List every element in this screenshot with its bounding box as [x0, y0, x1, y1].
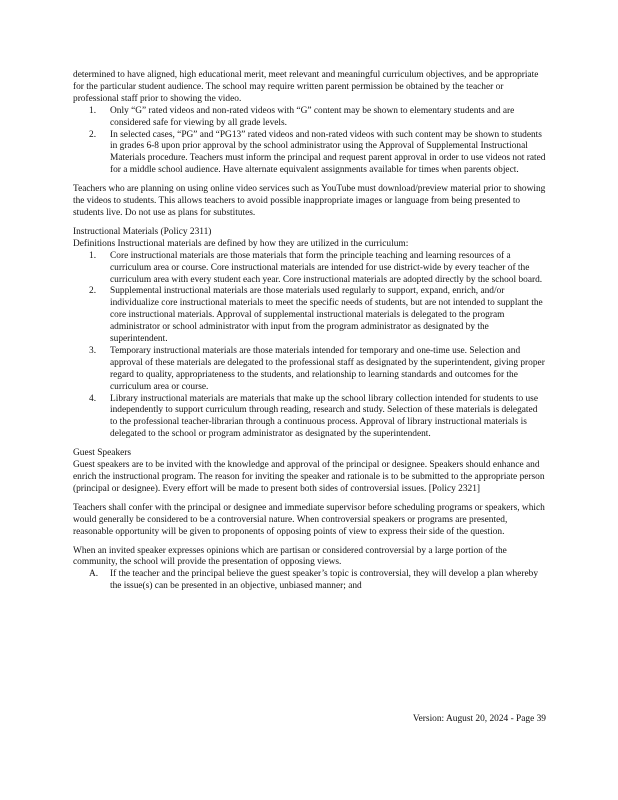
list-number: 2.	[89, 129, 97, 140]
list-item	[73, 346, 546, 394]
instructional-materials-heading: Instructional Materials (Policy 2311)	[73, 226, 212, 237]
list-text: Only “G” rated videos and non-rated videos with “G” content may be shown to elementary students and are considered safe for viewing by all grade levels.	[110, 105, 515, 128]
guest-speaker-list	[73, 569, 546, 593]
guest-paragraph-3: When an invited speaker expresses opinions which are partisan or considered controversial by a large portion of the community, the school will provide the presentation of opposing views.	[73, 545, 507, 568]
list-item	[73, 569, 546, 593]
guest-speakers-heading: Guest Speakers	[73, 448, 132, 459]
list-item	[73, 106, 546, 130]
video-rating-list	[73, 106, 546, 177]
list-text: Library instructional materials are materials that make up the school library collection intended for students to use independently to support curriculum through reading, research and study. Selection of these materials is delegated to the professional teacher-librarian through a continuous process. Approval of library instructional materials is delegated to the school or program administrator as designated by the superintendent.	[110, 393, 538, 440]
list-text: In selected cases, “PG” and “PG13” rated videos and non-rated videos with such content may be shown to students in grades 6-8 upon prior approval by the school administrator using the Approval of Supplemental Instructional Materials procedure. Teachers must inform the principal and request parent approval in order to use videos not rated for a middle school audience. Have alternate equivalent assignments available for times when parents object.	[110, 129, 546, 176]
online-video-paragraph: Teachers who are planning on using online video services such as YouTube must download/preview material prior to showing the videos to students. This allows teachers to avoid possible inappropriate images or language from being presented to students live. Do not use as plans for substitutes.	[73, 184, 546, 218]
guest-paragraph-1: Guest speakers are to be invited with the knowledge and approval of the principal or designee. Speakers should enhance and enrich the instructional program. The reason for inviting the speaker and rationale is to be submitted to the appropriate person (principal or designee). Every effort will be made to present both sides of controversial issues. [Policy 2321]	[73, 460, 545, 494]
guest-paragraph-2: Teachers shall confer with the principal or designee and immediate supervisor before scheduling programs or speakers, which would generally be considered to be a controversial nature. When controversial speakers or programs are presented, reasonable opportunity will be given to proponents of opposing points of view to express their side of the question.	[73, 502, 545, 537]
page-footer: Version: August 20, 2024 - Page 39	[412, 714, 546, 724]
list-text: Core instructional materials are those materials that form the principle teaching and learning resources of a curriculum area or course. Core instructional materials are intended for use district-wide by every teacher of the curriculum area with every student each year. Core instructional materials are adopted directly by the school board.	[110, 250, 543, 285]
list-text: Supplemental instructional materials are those materials used regularly to support, expand, enrich, and/or individualize core instructional materials to meet the specific needs of students, but are not intended to supplant the core instructional materials. Approval of supplemental instructional materials is delegated to the program administrator or school administrator with input from the program administrator as designated by the superintendent.	[110, 286, 543, 345]
list-text: Temporary instructional materials are those materials intended for temporary and one-time use. Selection and approval of these materials are delegated to the professional staff as designated by the superintendent, giving proper regard to quality, appropriateness to the students, and relationship to learning standards and outcomes for the curriculum area or course.	[110, 345, 545, 392]
definitions-intro: Definitions Instructional materials are defined by how they are utilized in the curriculum:	[73, 238, 409, 249]
instructional-materials-list	[73, 251, 546, 442]
list-item	[73, 251, 546, 287]
list-letter: A.	[89, 569, 99, 580]
list-number: 1.	[89, 105, 97, 116]
intro-paragraph: determined to have aligned, high educational merit, meet relevant and meaningful curriculum objectives, and be appropriate for the particular student audience. The school may require written parent permission be obtained by the teacher or professional staff prior to showing the video.	[73, 70, 539, 104]
list-item	[73, 394, 546, 442]
list-item	[73, 130, 546, 178]
list-number: 2.	[89, 286, 97, 297]
list-number: 4.	[89, 393, 97, 404]
list-item	[73, 286, 546, 346]
list-number: 3.	[89, 345, 97, 356]
list-text: If the teacher and the principal believe the guest speaker’s topic is controversial, they will develop a plan whereby the issue(s) can be presented in an objective, unbiased manner; and	[110, 569, 539, 592]
list-number: 1.	[89, 250, 97, 261]
